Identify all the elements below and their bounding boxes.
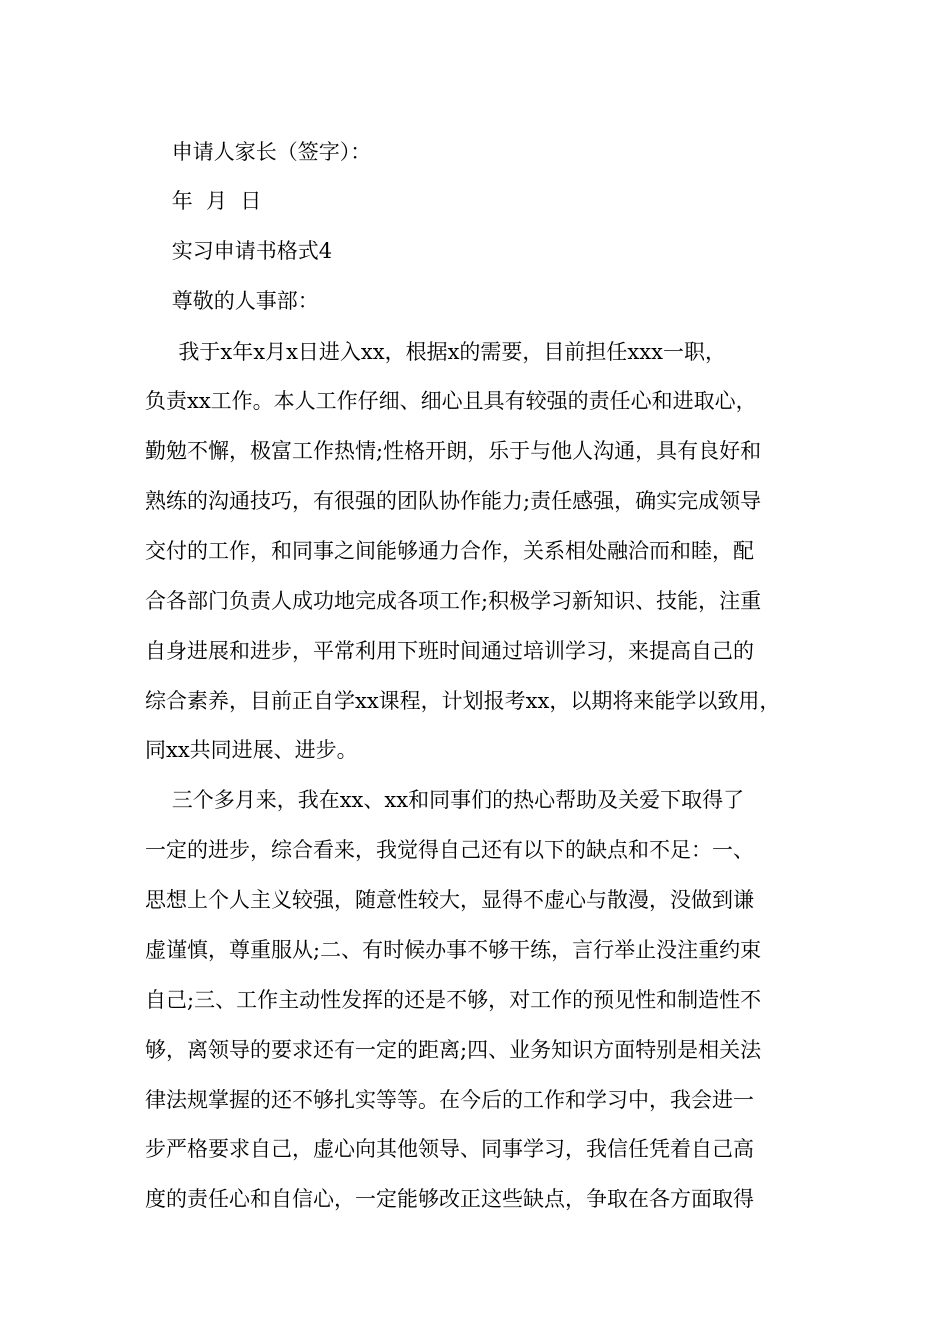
text-line: 虚谨慎，尊重服从;二、有时候办事不够干练，言行举止没注重约束 xyxy=(145,938,762,962)
text-line: 勤勉不懈，极富工作热情;性格开朗，乐于与他人沟通，具有良好和 xyxy=(145,439,762,463)
text-line: 熟练的沟通技巧，有很强的团队协作能力;责任感强，确实完成领导 xyxy=(145,489,762,513)
text-line: 够，离领导的要求还有一定的距离;四、业务知识方面特别是相关法 xyxy=(145,1038,762,1062)
text-line: 我于x年x月x日进入xx，根据x的需要，目前担任xxx一职， xyxy=(145,340,726,364)
text-line: 自己;三、工作主动性发挥的还是不够，对工作的预见性和制造性不 xyxy=(145,988,762,1012)
text-line: 负责xx工作。本人工作仔细、细心且具有较强的责任心和进取心， xyxy=(145,389,757,413)
text-line: 综合素养，目前正自学xx课程，计划报考xx，以期将来能学以致用， xyxy=(145,689,781,713)
text-line: 度的责任心和自信心，一定能够改正这些缺点，争取在各方面取得 xyxy=(145,1187,754,1211)
text-line: 交付的工作，和同事之间能够通力合作，关系相处融洽而和睦，配 xyxy=(145,539,754,563)
text-line: 合各部门负责人成功地完成各项工作;积极学习新知识、技能，注重 xyxy=(145,589,762,613)
text-line: 申请人家长（签字）： xyxy=(145,140,372,164)
text-line: 一定的进步，综合看来，我觉得自己还有以下的缺点和不足：一、 xyxy=(145,838,754,862)
text-line: 尊敬的人事部： xyxy=(145,289,319,313)
text-line: 思想上个人主义较强，随意性较大，显得不虚心与散漫，没做到谦 xyxy=(145,888,754,912)
text-line: 律法规掌握的还不够扎实等等。在今后的工作和学习中，我会进一 xyxy=(145,1088,754,1112)
text-line: 实习申请书格式4 xyxy=(145,239,333,263)
text-line: 步严格要求自己，虚心向其他领导、同事学习，我信任凭着自己高 xyxy=(145,1137,754,1161)
text-line: 年 月 日 xyxy=(145,189,262,213)
text-line: 三个多月来，我在xx、xx和同事们的热心帮助及关爱下取得了 xyxy=(145,788,745,812)
text-line: 同xx共同进展、进步。 xyxy=(145,738,358,762)
text-line: 自身进展和进步，平常利用下班时间通过培训学习，来提高自己的 xyxy=(145,639,754,663)
